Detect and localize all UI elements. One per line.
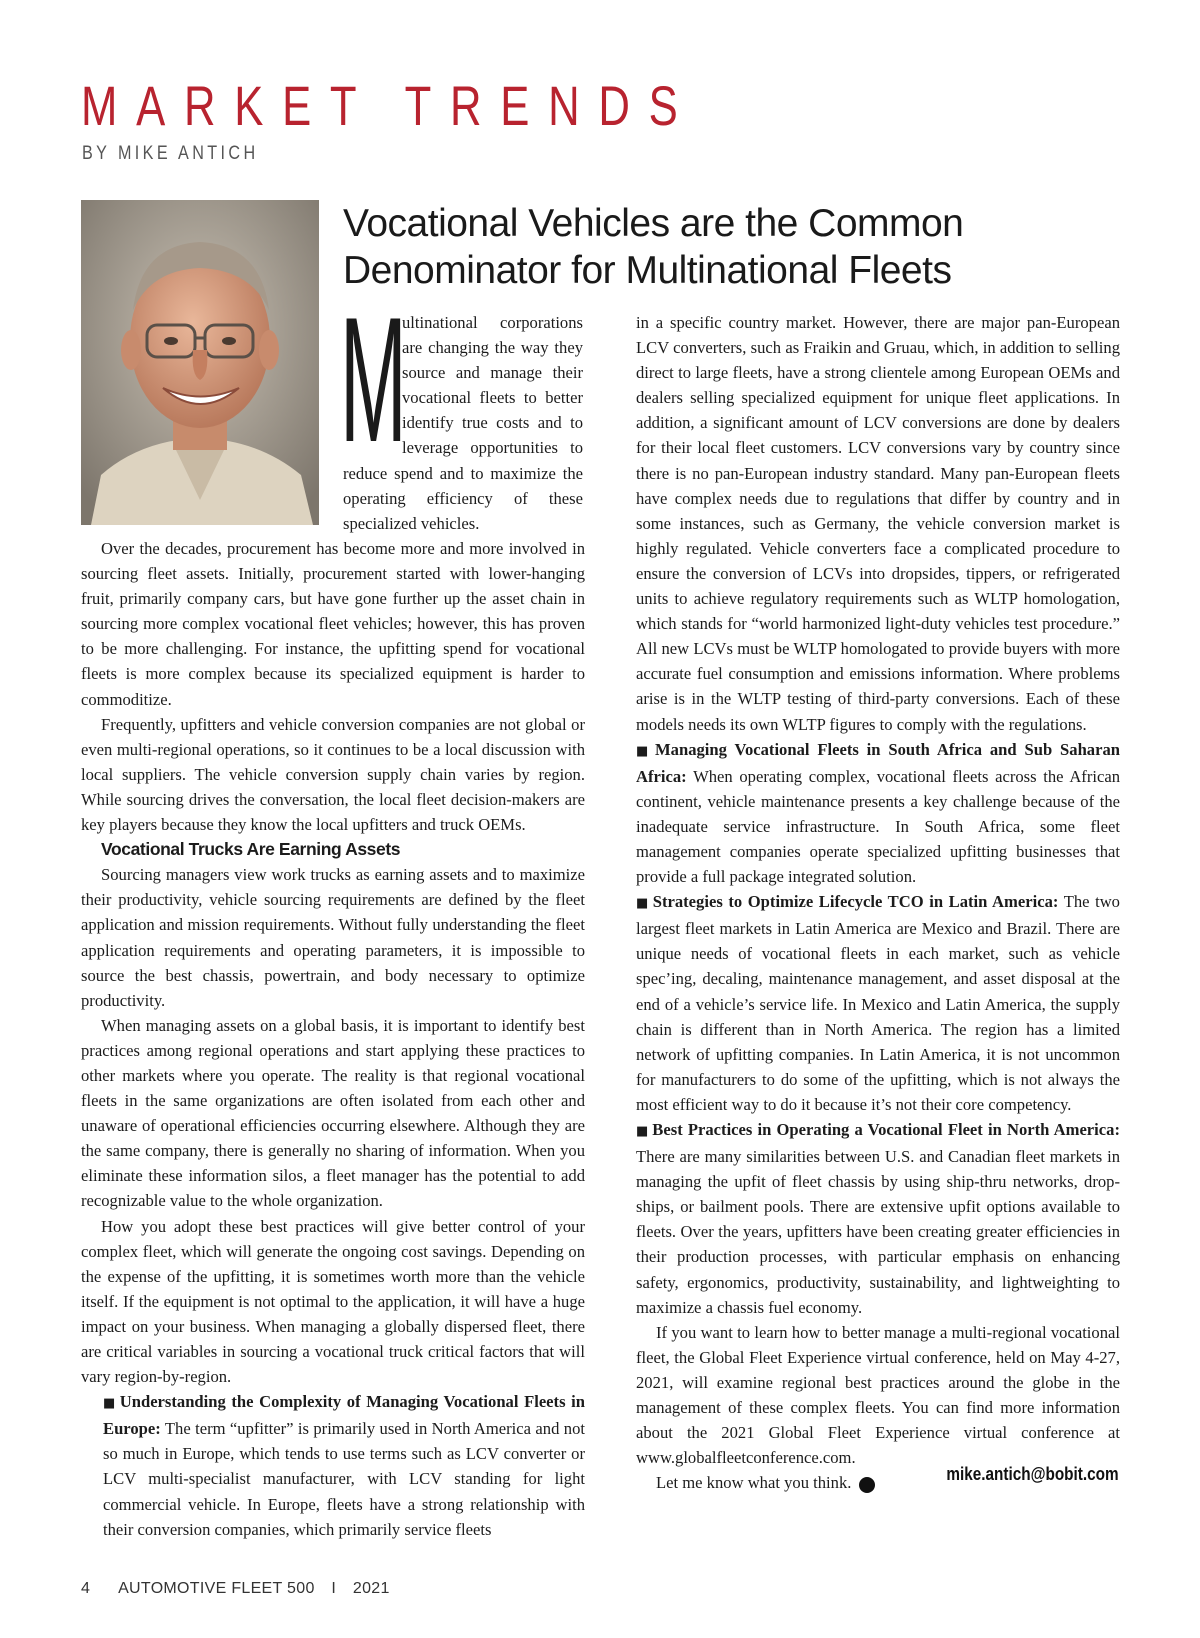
- headline-line-1: Vocational Vehicles are the Common: [343, 202, 964, 245]
- article-headline: [343, 200, 1123, 294]
- page-footer: [81, 1580, 390, 1598]
- intro-paragraph: ultinational corporations are changing the way they source and manage their vocational fleets to better identify true costs and to leverage opportunities to reduce spend and to maximize the operating efficiency of these specialized vehicles.: [343, 313, 583, 533]
- publication-name: AUTOMOTIVE FLEET 500: [118, 1580, 315, 1597]
- body-paragraph: Sourcing managers view work trucks as earning assets and to maximize their productivity, vehicle sourcing requirements are defined by the fleet application and mission requirements. Without fully understanding the fleet application requirements and operating parameters, it is impossible to source the best chassis, powertrain, and body necessary to optimize productivity.: [81, 865, 585, 1010]
- bullet-africa-text: When operating complex, vocational fleets across the African continent, vehicle maintenance presents a key challenge because of the inadequate service infrastructure. In South Africa, some fleet management companies operate specialized upfitting businesses that provide a full package integrated solution.: [636, 766, 1120, 887]
- author-photo: [81, 200, 319, 525]
- closing-paragraph: If you want to learn how to better manage a multi-regional vocational fleet, the Global Fleet Experience virtual conference, held on May 4-27, 2021, will examine regional best practices around the globe in the management of these complex fleets. You can find more information about the 2021 Global Fleet Experience virtual conference at www.globalfleetconference.com.: [636, 1322, 1120, 1468]
- bullet-europe-text: The term “upfitter” is primarily used in North America and not so much in Europe, which tends to use terms such as LCV converter or LCV multi-specialist manufacturer, with LCV standing for light commercial vehicle. In Europe, fleets have a strong relationship with their conversion companies, which primarily service fleets: [103, 1419, 585, 1539]
- bullet-na-text: There are many similarities between U.S. and Canadian fleet markets in managing the upfit of fleet chassis by using ship-thru networks, drop-ships, or bailment pools. There are extensive upfit options available to fleets. Over the years, upfitters have been creating greater efficiencies in their production processes, with particular emphasis on enhancing safety, ergonomics, productivity, sustainability, and lightweighting to maximize a chassis fuel economy.: [636, 1147, 1120, 1317]
- body-paragraph: Over the decades, procurement has become more and more involved in sourcing fleet assets. Initially, procurement started with lower-hanging fruit, primarily company cars, but have gone further up the asset chain in sourcing more complex vocational fleet vehicles; however, this has proven to be more challenging. For instance, the upfitting spend for vocational fleets is more complex because its specialized equipment is harder to commoditize.: [81, 539, 585, 709]
- signoff-text: Let me know what you think.: [656, 1473, 852, 1493]
- byline: BY MIKE ANTICH: [82, 143, 259, 164]
- section-title: MARKET TRENDS: [81, 74, 697, 137]
- bullet-north-america: [636, 1117, 1120, 1320]
- bullet-na-title: Best Practices in Operating a Vocational Fleet in North America:: [652, 1120, 1120, 1139]
- right-column: [636, 310, 1120, 1495]
- bullet-latam: [636, 889, 1120, 1117]
- subhead: Vocational Trucks Are Earning Assets: [101, 839, 401, 860]
- square-bullet-icon: ■: [636, 743, 653, 759]
- bullet-europe-continued: in a specific country market. However, there are major pan-European LCV converters, such as Fraikin and Gruau, which, in addition to selling direct to large fleets, have a strong clientele among European OEMs and dealers selling specialized equipment for unique fleet applications. In addition, a significant amount of LCV conversions are done by dealers for their local fleet customers. LCV conversions vary by country since there is no pan-European industry standard. Many pan-European fleets have complex needs due to regulations that differ by country and in some instances, such as Germany, the vehicle conversion market is highly regulated. Vehicle converters face a complicated procedure to ensure the conversion of LCVs into dropsides, tippers, or refrigerated units to achieve regulatory requirements such as WLTP homologation, which stands for “world harmonized light-duty vehicles test procedure.” All new LCVs must be WLTP homologated to provide buyers with more accurate fuel consumption and emissions information. Where problems arise is in the WLTP testing of third-party conversions. Each of these models needs its own WLTP figures to comply with the regulations.: [636, 313, 1120, 734]
- drop-cap: M: [340, 280, 407, 479]
- body-paragraph: Frequently, upfitters and vehicle conversion companies are not global or even multi-regional operations, so it continues to be a local discussion with local suppliers. The vehicle conversion supply chain varies by region. While sourcing drives the conversation, the local fleet decision-makers are key players because they know the local upfitters and truck OEMs.: [81, 714, 585, 835]
- square-bullet-icon: ■: [103, 1396, 117, 1412]
- bullet-europe-title: Understanding the Complexity of Managing Vocational Fleets in Europe:: [103, 1392, 585, 1439]
- square-bullet-icon: ■: [636, 896, 650, 912]
- end-mark-icon: AF: [859, 1477, 875, 1493]
- square-bullet-icon: ■: [636, 1124, 650, 1139]
- bullet-africa: [636, 737, 1120, 890]
- body-paragraph: How you adopt these best practices will give better control of your complex fleet, which will generate the ongoing cost savings. Depending on the expense of the upfitting, it is sometimes worth more than the vehicle itself. If the equipment is not optimal to the application, it will have a huge impact on your business. When managing a globally dispersed fleet, there are critical variables in sourcing a vocational truck critical factors that will vary region-by-region.: [81, 1216, 585, 1387]
- bullet-latam-text: The two largest fleet markets in Latin America are Mexico and Brazil. There are unique needs of vocational fleets in each market, such as vehicle spec’ing, decaling, maintenance management, and asset disposal at the end of a vehicle’s service life. In Mexico and Latin America, the supply chain is different than in North America. The region has a limited network of upfitting companies. In Latin America, it is not uncommon for manufacturers to do some of the upfitting, which is not always the most efficient way to do it because it’s not their core competency.: [636, 892, 1120, 1114]
- bullet-latam-title: Strategies to Optimize Lifecycle TCO in Latin America:: [652, 892, 1059, 912]
- footer-separator: I: [331, 1580, 337, 1597]
- bullet-europe: [81, 1389, 585, 1542]
- bullet-africa-title: Managing Vocational Fleets in South Africa and Sub Saharan Africa:: [636, 739, 1120, 786]
- left-column: [81, 536, 585, 1542]
- body-paragraph: When managing assets on a global basis, it is important to identify best practices among regional operations and start applying these practices to other markets where you operate. The reality is that regional vocational fleets in the same organizations are often isolated from each other and unaware of operational efficiencies occurring elsewhere. Although they are the same company, there is generally no sharing of information. When you eliminate these information silos, a fleet manager has the potential to add recognizable value to the whole organization.: [81, 1015, 585, 1211]
- article-intro: [340, 280, 583, 536]
- page-number: 4: [81, 1580, 91, 1597]
- author-email[interactable]: mike.antich@bobit.com: [946, 1464, 1119, 1484]
- headline-line-2: Denominator for Multinational Fleets: [343, 249, 952, 292]
- publication-year: 2021: [352, 1580, 390, 1597]
